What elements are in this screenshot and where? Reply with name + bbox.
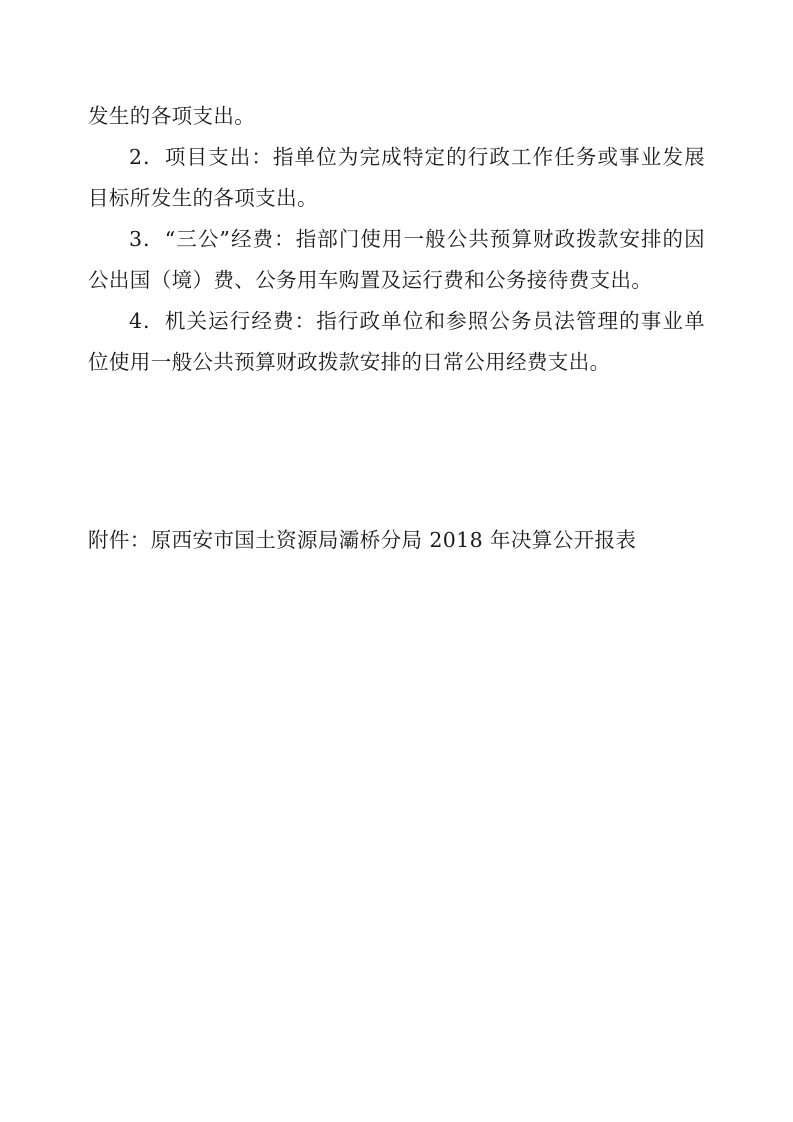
paragraph-item-2: 2．项目支出：指单位为完成特定的行政工作任务或事业发展目标所发生的各项支出。 [88,145,705,210]
paragraph-item-3: 3．“三公”经费：指部门使用一般公共预算财政拨款安排的因公出国（境）费、公务用车购置及运行费和公务接待费支出。 [88,227,705,292]
attachment-line: 附件：原西安市国土资源局灞桥分局 2018 年决算公开报表 [88,528,637,552]
document-body [88,96,705,383]
paragraph-item-4: 4．机关运行经费：指行政单位和参照公务员法管理的事业单位使用一般公共预算财政拨款安排的日常公用经费支出。 [88,309,705,374]
paragraph-continued: 发生的各项支出。 [88,104,256,128]
